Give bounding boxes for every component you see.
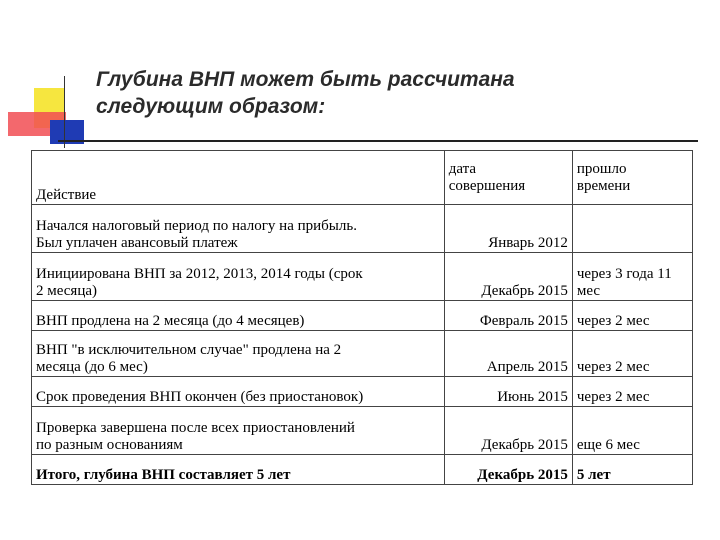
row-action-line-2: месяца (до 6 мес): [36, 359, 148, 375]
header-action-label: Действие: [36, 187, 97, 203]
table-total-row: [32, 455, 693, 485]
title-underline: [58, 140, 698, 142]
total-action: Итого, глубина ВНП составляет 5 лет: [32, 455, 445, 485]
row-action-line-1: ВНП "в исключительном случае" продлена на 2: [36, 342, 342, 358]
table-header-row: [32, 151, 693, 205]
header-date-line-2: совершения: [448, 177, 526, 194]
decor-vertical-line: [64, 76, 65, 148]
header-date-line-1: дата: [448, 160, 477, 177]
table-row: [32, 407, 693, 455]
table-row: [32, 301, 693, 331]
total-elapsed: 5 лет: [572, 455, 692, 485]
row-action-line-2: 2 месяца): [36, 283, 98, 299]
table-row: [32, 205, 693, 253]
row-action-line-1: Начался налоговый период по налогу на прибыль.: [36, 218, 357, 234]
row-elapsed: [572, 301, 692, 331]
row-date: Декабрь 2015: [444, 253, 572, 301]
row-elapsed: [572, 331, 692, 377]
table-row: [32, 253, 693, 301]
row-action: [32, 205, 445, 253]
title-line-2: следующим образом:: [96, 95, 326, 118]
header-elapsed: [572, 151, 692, 205]
row-elapsed-line-2: еще 6 мес: [576, 437, 640, 453]
header-elapsed-line-2: времени: [576, 177, 631, 194]
row-action: [32, 253, 445, 301]
table-row: [32, 331, 693, 377]
row-action-line-1: Срок проведения ВНП окончен (без приостановок): [36, 389, 364, 405]
slide-title: [96, 66, 696, 120]
row-date: Декабрь 2015: [444, 407, 572, 455]
depth-table: [31, 150, 693, 485]
row-action: [32, 331, 445, 377]
row-elapsed-line-2: мес: [576, 283, 601, 299]
row-action-line-1: Инициирована ВНП за 2012, 2013, 2014 годы (срок: [36, 266, 363, 282]
row-elapsed-line-1: через 3 года 11: [576, 266, 672, 282]
row-action-line-1: ВНП продлена на 2 месяца (до 4 месяцев): [36, 313, 305, 329]
row-elapsed: [572, 407, 692, 455]
header-elapsed-line-1: прошло: [576, 160, 627, 177]
row-date: Апрель 2015: [444, 331, 572, 377]
row-elapsed: [572, 377, 692, 407]
row-elapsed: [572, 253, 692, 301]
header-action: [32, 151, 445, 205]
row-date: Июнь 2015: [444, 377, 572, 407]
row-action: [32, 301, 445, 331]
title-line-1: Глубина ВНП может быть рассчитана: [96, 68, 515, 91]
row-date: Февраль 2015: [444, 301, 572, 331]
table-row: [32, 377, 693, 407]
row-action: [32, 377, 445, 407]
row-date: Январь 2012: [444, 205, 572, 253]
row-elapsed-line-2: через 2 мес: [576, 359, 650, 375]
row-action-line-1: Проверка завершена после всех приостановлений: [36, 420, 355, 436]
row-elapsed-line-2: через 2 мес: [576, 313, 650, 329]
row-action-line-2: по разным основаниям: [36, 437, 183, 453]
row-action: [32, 407, 445, 455]
header-date: [444, 151, 572, 205]
total-date: Декабрь 2015: [444, 455, 572, 485]
row-elapsed-line-2: через 2 мес: [576, 389, 650, 405]
row-elapsed: [572, 205, 692, 253]
row-action-line-2: Был уплачен авансовый платеж: [36, 235, 238, 251]
